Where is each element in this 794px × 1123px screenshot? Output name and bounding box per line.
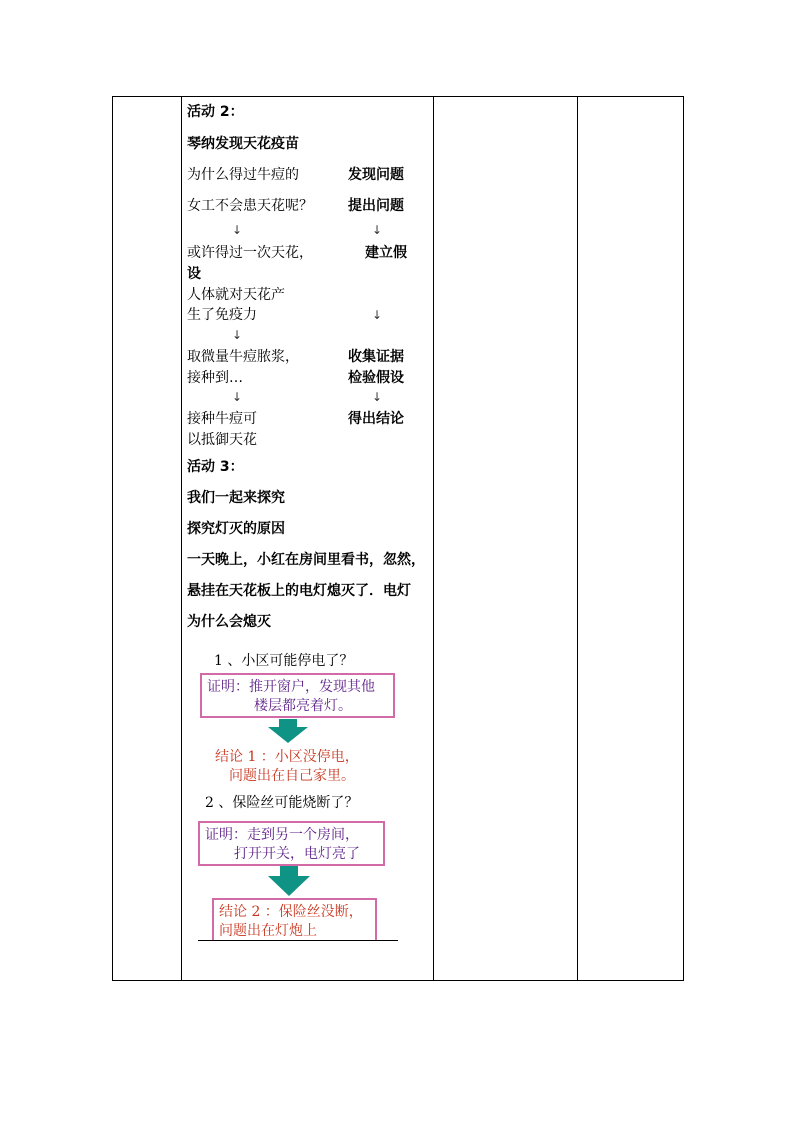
step-left: 以抵御天花: [187, 432, 257, 448]
down-arrow-icon: ↓: [372, 308, 383, 322]
step-left: 设: [187, 266, 201, 282]
proof-1-box: [200, 673, 395, 718]
conclusion-2-line: 问题出在灯炮上: [219, 923, 317, 939]
down-arrow-icon: ↓: [372, 390, 383, 404]
step-right: 收集证据: [348, 349, 404, 365]
conclusion-1-line: 结论 1 ：小区没停电，: [215, 749, 359, 765]
question-2: 2 、保险丝可能烧断了？: [205, 795, 359, 811]
step-right: 检验假设: [348, 370, 404, 386]
step-left: 为什么得过牛痘的: [187, 167, 299, 183]
conclusion-2-line: 结论 2 ：保险丝没断，: [219, 904, 363, 920]
activity2-title: 琴纳发现天花疫苗: [187, 136, 299, 152]
step-left: 或许得过一次天花，: [187, 245, 313, 261]
question-1: 1 、小区可能停电了？: [214, 653, 354, 669]
activity3-label: 活动 3：: [187, 459, 244, 475]
step-right: 提出问题: [348, 198, 404, 214]
proof-2-line: 证明：走到另一个房间，: [205, 827, 359, 843]
proof-2-line: 打开开关，电灯亮了: [234, 846, 360, 862]
activity3-line2: 探究灯灭的原因: [187, 521, 285, 537]
step-right: 建立假: [365, 245, 407, 261]
step-left: 接种牛痘可: [187, 411, 257, 427]
activity3-line1: 我们一起来探究: [187, 490, 285, 506]
story-line: 悬挂在天花板上的电灯熄灭了．电灯: [187, 583, 411, 599]
proof-2-box: [198, 821, 385, 866]
step-left: 人体就对天花产: [187, 287, 285, 303]
divider: [198, 940, 398, 941]
conclusion-2-box: [212, 898, 377, 940]
proof-1-line: 楼层都亮着灯。: [254, 698, 352, 714]
down-arrow-icon: ↓: [372, 223, 383, 237]
proof-1-line: 证明：推开窗户，发现其他: [207, 679, 375, 695]
conclusion-1-line: 问题出在自己家里。: [229, 768, 355, 784]
down-arrow-icon: ↓: [232, 223, 243, 237]
step-left: 接种到…: [187, 370, 243, 386]
step-left: 取微量牛痘脓浆，: [187, 349, 299, 365]
step-left: 生了免疫力: [187, 307, 257, 323]
step-right: 得出结论: [348, 411, 404, 427]
story-line: 为什么会熄灭: [187, 614, 271, 630]
column-divider: [577, 97, 578, 980]
step-right: 发现问题: [348, 167, 404, 183]
column-divider: [433, 97, 434, 980]
column-divider: [181, 97, 182, 980]
down-arrow-icon: ↓: [232, 390, 243, 404]
activity2-label: 活动 2：: [187, 104, 244, 120]
down-arrow-icon: [266, 866, 312, 896]
down-arrow-icon: [264, 719, 312, 743]
story-line: 一天晚上，小红在房间里看书，忽然，: [187, 552, 425, 568]
step-left: 女工不会患天花呢？: [187, 198, 313, 214]
down-arrow-icon: ↓: [232, 328, 243, 342]
